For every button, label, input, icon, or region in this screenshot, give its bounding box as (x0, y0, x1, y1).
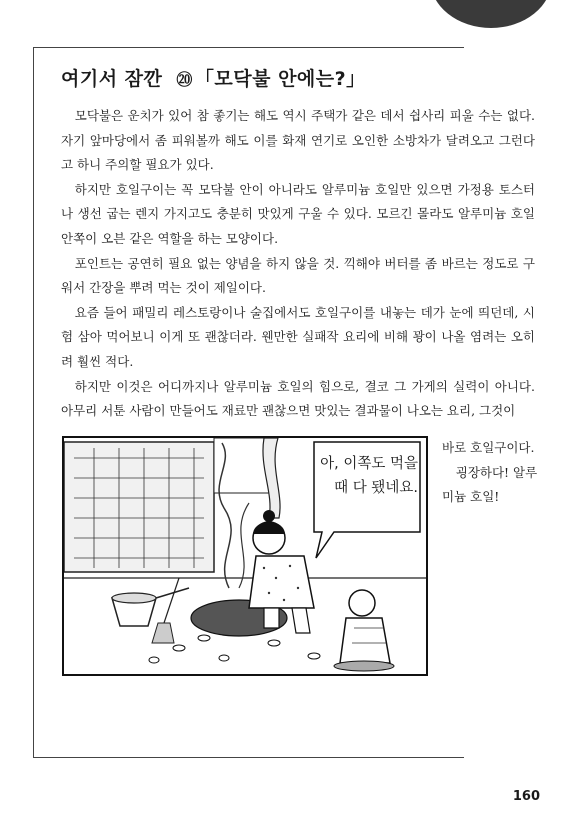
side-column (442, 436, 542, 510)
section-number: ⑳ (176, 70, 193, 89)
paragraph-continuation: 바로 호일구이다. (442, 440, 535, 455)
paragraph: 하지만 호일구이는 꼭 모닥불 안이 아니라도 알루미늄 호일만 있으면 가정용 토스터나 생선 굽는 렌지 가지고도 충분히 맛있게 구울 수 있다. 모르긴 몰라도 알루미늄 호일 안쪽이 오븐 같은 역할을 하는 모양이다. (61, 181, 535, 246)
frame-bottom-rule (33, 757, 464, 758)
paragraph: 포인트는 공연히 필요 없는 양념을 하지 않을 것. 끽해야 버터를 좀 바르는 정도로 구워서 간장을 뿌려 먹는 것이 제일이다. (61, 255, 535, 296)
paragraph-exclamation: 굉장하다! 알루미늄 호일! (442, 464, 538, 505)
article-body (61, 104, 535, 424)
speech-bubble-text: 아, 이쪽도 먹을 때 다 됐네요. (320, 456, 418, 496)
paragraph: 모닥불은 운치가 있어 참 좋기는 해도 역시 주택가 같은 데서 쉽사리 피울 수는 없다. 자기 앞마당에서 좀 피워볼까 해도 이를 화재 연기로 오인한 소방차가 달려오고 그런다고 하니 주의할 필요가 있다. (61, 108, 535, 173)
section-title (61, 64, 366, 91)
paragraph: 요즘 들어 패밀리 레스토랑이나 술집에서도 호일구이를 내놓는 데가 눈에 띄던데, 시험 삼아 먹어보니 이게 또 괜찮더라. 웬만한 실패작 요리에 비해 꽝이 나올 염려는 오히려 훨씬 적다. (61, 304, 535, 369)
frame-top-rule (33, 47, 464, 48)
section-label: 여기서 잠깐 (61, 68, 163, 90)
frame-left-rule (33, 47, 34, 758)
comic-panel (62, 436, 428, 676)
paragraph: 하지만 이것은 어디까지나 알루미늄 호일의 힘으로, 결코 그 가게의 실력이 아니다. 아무리 서툰 사람이 만들어도 재료만 괜찮으면 맛있는 결과물이 나오는 요리, 그것이 (61, 378, 535, 419)
section-heading: 「모닥불 안에는?」 (194, 68, 366, 90)
corner-decoration (430, 0, 552, 28)
page-number: 160 (512, 789, 540, 804)
